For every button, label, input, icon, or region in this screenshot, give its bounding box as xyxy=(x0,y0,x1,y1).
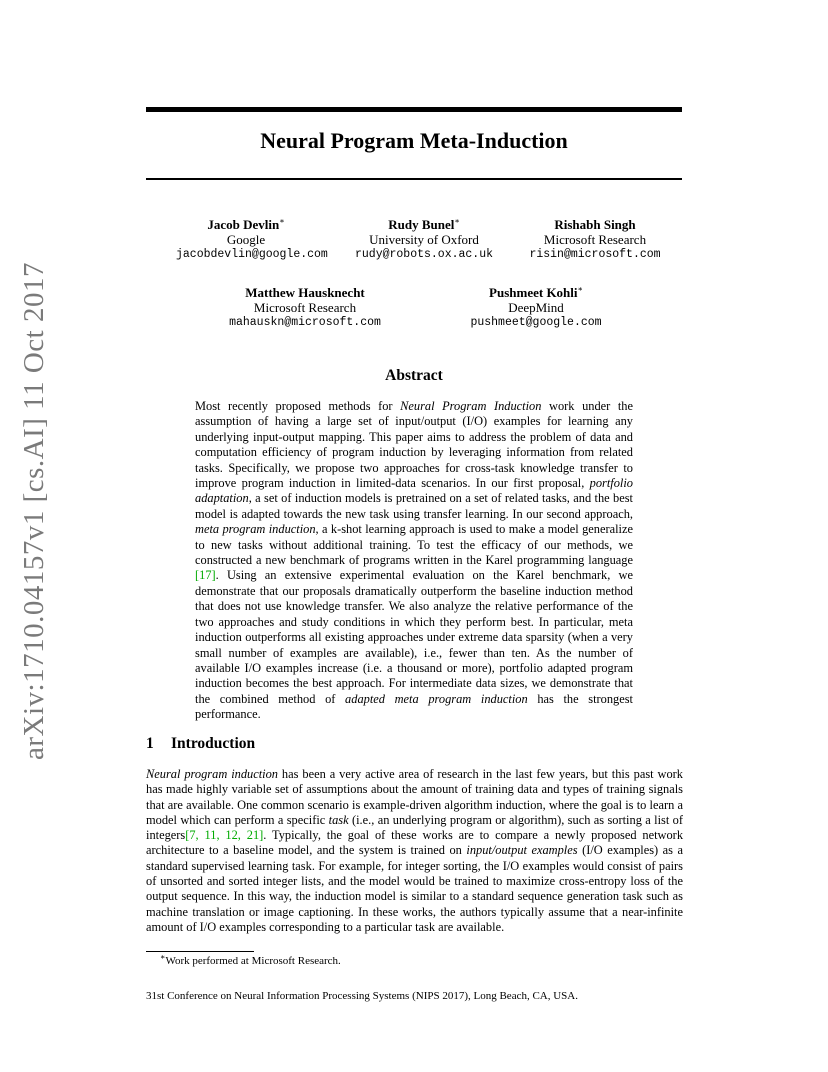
title-bottom-rule xyxy=(146,178,682,180)
author-email: mahauskn@microsoft.com xyxy=(229,316,381,329)
author-email: jacobdevlin@google.com xyxy=(176,248,328,261)
author-affiliation: Microsoft Research xyxy=(543,232,647,247)
citation-link[interactable]: [17] xyxy=(195,568,216,583)
author-affiliation: Microsoft Research xyxy=(253,300,357,315)
paper-title: Neural Program Meta-Induction xyxy=(260,128,568,153)
title-top-rule xyxy=(146,107,682,112)
abstract-heading: Abstract xyxy=(385,367,443,384)
section-heading: 1 Introduction xyxy=(146,735,256,752)
abstract-body: Most recently proposed methods for Neural Program Induction work under the assumption of having a large set of input/output (I/O) examples for learning any underlying input-output mapping. This paper aims to address the problem of data and computation efficiency of program induction by leveraging information from related tasks. Specifically, we propose two approaches for cross-task knowledge transfer to improve program induction in limited-data scenarios. In our first proposal, portfolio adaptation, a set of induction models is pretrained on a set of related tasks, and the best model is adapted towards the new task using transfer learning. In our second approach, meta program induction, a k-shot learning approach is used to make a model generalize to new tasks without additional training. To test the efficacy of our methods, we constructed a new benchmark of programs written in the Karel programming language [17]. Using an extensive experimental evaluation on the Karel benchmark, we demonstrate that our proposals dramatically outperform the baseline induction method that does not use knowledge transfer. We also analyze the relative performance of the two approaches and study conditions in which they perform best. In particular, meta induction outperforms all existing approaches under extreme data sparsity (when a very small number of examples are available), i.e., fewer than ten. As the number of available I/O examples increase (i.e. a thousand or more), portfolio adapted program induction becomes the best approach. For intermediate data sizes, we demonstrate that the combined method of adapted meta program induction has the strongest performance. xyxy=(195,399,634,722)
conference-footer: 31st Conference on Neural Information Processing Systems (NIPS 2017), Long Beach, CA, USA. xyxy=(146,990,578,1002)
author-email: risin@microsoft.com xyxy=(529,248,661,261)
author-email: rudy@robots.ox.ac.uk xyxy=(354,248,494,261)
author-mark: ∗ xyxy=(454,216,460,226)
author-name: Rishabh Singh xyxy=(554,217,636,232)
author-affiliation: Google xyxy=(226,232,266,247)
author-affiliation: DeepMind xyxy=(508,300,564,315)
arxiv-side-stamp: arXiv:1710.04157v1 [cs.AI] 11 Oct 2017 xyxy=(18,262,50,760)
author-name: Pushmeet Kohli xyxy=(489,285,578,300)
citation-link[interactable]: [7, 11, 12, 21] xyxy=(185,828,264,843)
author-mark: ∗ xyxy=(279,216,285,226)
author-email: pushmeet@google.com xyxy=(470,316,602,329)
author-block xyxy=(344,217,504,262)
intro-paragraph: Neural program induction has been a very active area of research in the last few years, but this past work has made highly variable set of assumptions about the amount of training data and types of training signals that are available. One common scenario is example-driven algorithm induction, where the goal is to learn a model which can perform a specific task (i.e., an underlying program or algorithm), such as sorting a list of integers[7, 11, 12, 21]. Typically, the goal of these works are to compare a newly proposed network architecture to a baseline model, and the system is trained on input/output examples (I/O examples) as a standard supervised learning task. For example, for integer sorting, the I/O examples would consist of pairs of unsorted and sorted integer lists, and the model would be trained to maximize cross-entropy loss of the output sequence. In this way, the induction model is similar to a standard sequence generation task such as machine translation or image captioning. In these works, the authors typically assume that a near-infinite amount of I/O examples corresponding to a particular task are available. xyxy=(146,767,684,934)
author-name: Jacob Devlin xyxy=(207,217,280,232)
author-mark: ∗ xyxy=(577,284,583,294)
author-name: Matthew Hausknecht xyxy=(245,285,365,300)
author-block xyxy=(520,217,670,262)
author-block xyxy=(458,285,614,330)
author-affiliation: University of Oxford xyxy=(369,232,479,247)
author-block xyxy=(220,285,390,330)
author-name: Rudy Bunel xyxy=(388,217,455,232)
footnote: ∗Work performed at Microsoft Research. xyxy=(160,952,341,967)
author-block xyxy=(176,216,328,262)
